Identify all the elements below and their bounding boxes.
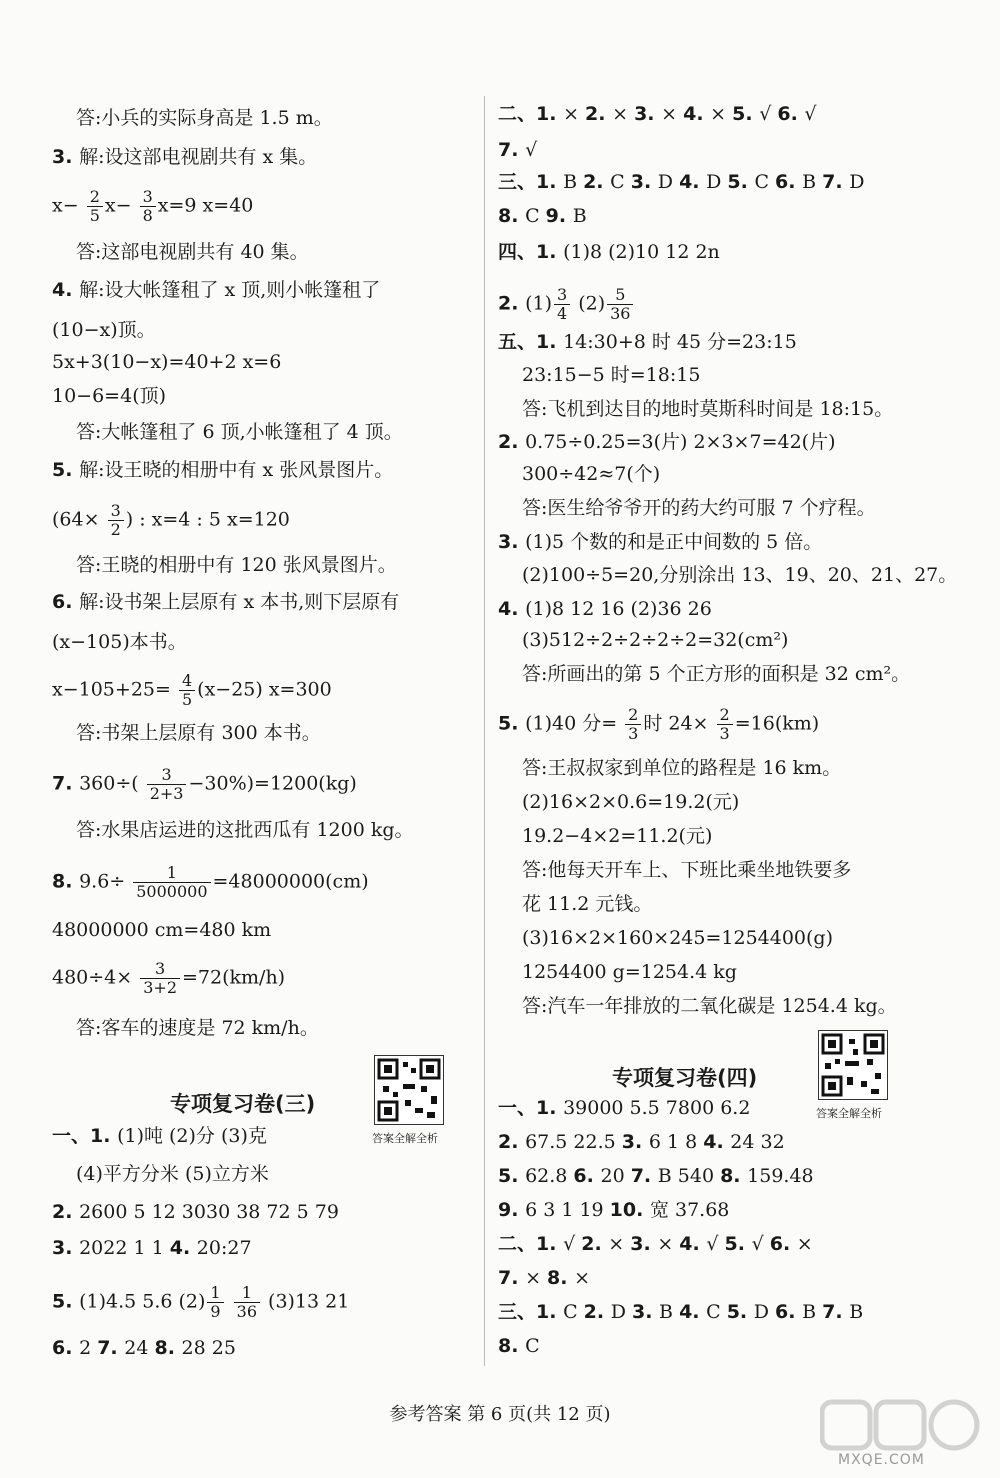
- item-number: 2.: [585, 103, 613, 125]
- answer-text: D: [657, 171, 680, 193]
- fraction-numerator: 2: [87, 188, 103, 207]
- item-number: 10.: [609, 1199, 650, 1221]
- item-number: 2.: [498, 1131, 526, 1153]
- answer-line: [52, 590, 399, 614]
- fraction-numerator: 3: [108, 502, 124, 521]
- item-number: 4.: [169, 1237, 197, 1259]
- item-number: 三、1.: [498, 171, 564, 193]
- item-number: 四、1.: [498, 241, 564, 263]
- item-number: 五、1.: [498, 331, 564, 353]
- item-number: 2.: [498, 292, 526, 315]
- answer-text: (10−x)顶。: [52, 319, 156, 341]
- answer-text: B: [659, 1301, 680, 1323]
- answer-text: 6 3 1 19: [525, 1199, 610, 1221]
- answer-line: [498, 138, 537, 162]
- answer-text: C: [563, 1301, 584, 1323]
- answer-text: 24 32: [730, 1131, 785, 1153]
- answer-line: [52, 1200, 339, 1224]
- answer-line: [52, 1284, 349, 1321]
- answer-text: B: [572, 205, 587, 227]
- answer-text: (x−25) x=300: [197, 678, 332, 701]
- fraction-numerator: 3: [140, 960, 180, 979]
- item-number: 5.: [498, 1165, 526, 1187]
- item-number: 6.: [777, 103, 805, 125]
- answer-line: [498, 706, 819, 743]
- answer-line: [522, 790, 739, 814]
- answer-line: [52, 766, 357, 803]
- answer-text: √: [525, 139, 538, 161]
- answer-text: C: [525, 1335, 540, 1357]
- fraction-numerator: 1: [133, 864, 210, 883]
- answer-text: B 540: [657, 1165, 721, 1187]
- answer-text: =16(km): [734, 712, 820, 735]
- answer-line: [52, 502, 290, 539]
- answer-text: 300÷42≈7(个): [522, 463, 661, 485]
- answer-text: ×: [608, 1233, 631, 1255]
- fraction-numerator: 3: [554, 286, 570, 305]
- answer-text: 花 11.2 元钱。: [522, 893, 653, 915]
- fraction-denominator: 2+3: [149, 784, 184, 803]
- answer-text: 1254400 g=1254.4 kg: [522, 961, 737, 983]
- answer-text: C: [706, 1301, 727, 1323]
- answer-line: [522, 563, 957, 587]
- answer-line: [52, 630, 187, 654]
- answer-line: [76, 420, 403, 444]
- item-number: 6.: [775, 171, 803, 193]
- answer-text: (3)13 21: [262, 1290, 350, 1313]
- item-number: 4.: [52, 279, 80, 301]
- answer-text: 答:小兵的实际身高是 1.5 m。: [76, 107, 333, 129]
- item-number: 2.: [583, 171, 611, 193]
- answer-text: 答:医生给爷爷开的药大约可服 7 个疗程。: [522, 497, 876, 519]
- answer-text: ×: [710, 103, 733, 125]
- fraction-numerator: 2: [625, 706, 641, 725]
- fraction-numerator: 3: [140, 188, 156, 207]
- answer-text: 答:客车的速度是 72 km/h。: [76, 1017, 319, 1039]
- answer-text: 48000000 cm=480 km: [52, 919, 272, 941]
- item-number: 5.: [724, 1233, 752, 1255]
- answer-text: 24: [124, 1337, 155, 1359]
- answer-text: 360÷(: [79, 772, 145, 795]
- item-number: 7.: [97, 1337, 125, 1359]
- answer-text: 答:大帐篷租了 6 顶,小帐篷租了 4 顶。: [76, 421, 403, 443]
- answer-text: 10−6=4(顶): [52, 385, 167, 407]
- fraction: [140, 188, 156, 225]
- fraction: [234, 1284, 260, 1321]
- answer-text: B: [563, 171, 584, 193]
- answer-text: (4)平方分米 (5)立方米: [76, 1163, 269, 1185]
- answer-text: 答:书架上层原有 300 本书。: [76, 722, 321, 744]
- answer-text: x−105+25=: [52, 678, 177, 701]
- answer-text: ×: [657, 1233, 680, 1255]
- fraction-denominator: 3: [628, 724, 639, 743]
- answer-text: (1)40 分=: [525, 712, 624, 735]
- answer-line: [522, 662, 910, 686]
- fraction: [87, 188, 103, 225]
- answer-text: (2): [572, 292, 606, 315]
- answer-text: 20:27: [196, 1237, 252, 1259]
- answer-text: (64×: [52, 508, 106, 531]
- qr-caption-3: 答案全解全析: [372, 1132, 438, 1145]
- item-number: 7.: [498, 139, 526, 161]
- answer-line: [498, 1334, 540, 1358]
- answer-text: 6 1 8: [648, 1131, 704, 1153]
- item-number: 7.: [822, 1301, 850, 1323]
- fraction: [147, 766, 187, 803]
- answer-line: [52, 1336, 236, 1360]
- answer-text: 答:王叔叔家到单位的路程是 16 km。: [522, 757, 842, 779]
- answer-line: [498, 430, 836, 454]
- qr-caption-4: 答案全解全析: [816, 1107, 882, 1120]
- answer-text: D: [753, 1301, 776, 1323]
- answer-text: (3)16×2×160×245=1254400(g): [522, 927, 833, 949]
- fraction-numerator: 1: [207, 1284, 223, 1303]
- fraction-denominator: 4: [556, 304, 568, 323]
- answer-text: (x−105)本书。: [52, 631, 187, 653]
- answer-line: [498, 530, 822, 554]
- answer-line: [522, 397, 893, 421]
- answer-line: [498, 1266, 590, 1290]
- answer-text: (1)5 个数的和是正中间数的 5 倍。: [525, 531, 823, 553]
- answer-line: [498, 1232, 813, 1256]
- item-number: 3.: [52, 146, 80, 168]
- fraction: [207, 1284, 223, 1321]
- answer-line: [498, 240, 720, 264]
- answer-text: x−: [52, 194, 85, 217]
- answer-text: 2600 5 12 3030 38 72 5 79: [79, 1201, 339, 1223]
- answer-line: [498, 286, 635, 323]
- fraction-denominator: 2: [110, 520, 121, 539]
- section-3-title: 专项复习卷(三): [170, 1092, 316, 1116]
- item-number: 4.: [498, 598, 526, 620]
- answer-line: [76, 721, 321, 745]
- answer-text: B: [849, 1301, 864, 1323]
- item-number: 3.: [621, 1131, 649, 1153]
- answer-text: 62.8: [525, 1165, 574, 1187]
- fraction-numerator: 4: [179, 672, 195, 691]
- answer-text: 39000 5.5 7800 6.2: [563, 1097, 751, 1119]
- answer-text: 时 24×: [643, 712, 715, 735]
- item-number: 5.: [726, 1301, 754, 1323]
- answer-text: 答:汽车一年排放的二氧化碳是 1254.4 kg。: [522, 995, 897, 1017]
- answer-line: [498, 204, 587, 228]
- answer-text: (1)4.5 5.6 (2): [79, 1290, 206, 1313]
- answer-text: 14:30+8 时 45 分=23:15: [563, 331, 797, 353]
- answer-line: [52, 1124, 267, 1148]
- answer-line: [76, 106, 333, 130]
- answer-line: [52, 458, 393, 482]
- item-number: 2.: [52, 1201, 80, 1223]
- answer-line: [52, 1236, 252, 1260]
- answer-text: 答:他每天开车上、下班比乘坐地铁要多: [522, 859, 852, 881]
- answer-text: 解:设书架上层原有 x 本书,则下层原有: [79, 591, 400, 613]
- answer-line: [76, 1016, 319, 1040]
- item-number: 6.: [52, 1337, 80, 1359]
- item-number: 一、1.: [498, 1097, 564, 1119]
- item-number: 2.: [581, 1233, 609, 1255]
- answer-text: x=9 x=40: [157, 194, 254, 217]
- item-number: 7.: [52, 772, 80, 795]
- fraction: [108, 502, 124, 539]
- answer-line: [52, 350, 281, 374]
- answer-text: 解:设王晓的相册中有 x 张风景图片。: [79, 459, 394, 481]
- answer-text: ×: [574, 1267, 591, 1289]
- answer-line: [498, 1198, 729, 1222]
- answer-text: (1): [525, 292, 552, 315]
- item-number: 5.: [498, 712, 526, 735]
- answer-text: C: [754, 171, 776, 193]
- answer-text: 答:这部电视剧共有 40 集。: [76, 241, 309, 263]
- answer-text: =72(km/h): [182, 966, 286, 989]
- item-number: 二、1.: [498, 1233, 564, 1255]
- answer-text: √: [751, 1233, 770, 1255]
- answer-line: [52, 278, 380, 302]
- answer-text: √: [759, 103, 778, 125]
- item-number: 一、1.: [52, 1125, 118, 1147]
- answer-text: ×: [563, 103, 586, 125]
- answer-text: B: [802, 171, 823, 193]
- answer-text: 28 25: [181, 1337, 236, 1359]
- answer-line: [498, 1300, 863, 1324]
- answer-text: D: [706, 171, 728, 193]
- fraction-numerator: 2: [717, 706, 733, 725]
- answer-line: [522, 496, 876, 520]
- answer-text: 答:所画出的第 5 个正方形的面积是 32 cm²。: [522, 663, 911, 685]
- item-number: 3.: [631, 1301, 660, 1323]
- item-number: 9.: [545, 205, 573, 227]
- fraction: [179, 672, 195, 709]
- item-number: 8.: [720, 1165, 748, 1187]
- answer-text: C: [525, 205, 546, 227]
- item-number: 6.: [52, 591, 80, 613]
- answer-line: [76, 240, 309, 264]
- answer-text: √: [706, 1233, 725, 1255]
- fraction-numerator: 5: [607, 286, 633, 305]
- fraction-denominator: 36: [610, 304, 631, 323]
- answer-text: ×: [612, 103, 635, 125]
- item-number: 5.: [52, 1290, 80, 1313]
- answer-text: 23:15−5 时=18:15: [522, 364, 701, 386]
- fraction: [625, 706, 641, 743]
- answer-text: (1)8 12 16 (2)36 26: [525, 598, 712, 620]
- answer-text: √: [563, 1233, 582, 1255]
- item-number: 8.: [498, 1335, 526, 1357]
- item-number: 3.: [634, 103, 662, 125]
- fraction: [717, 706, 733, 743]
- answer-text: √: [804, 103, 817, 125]
- fraction-denominator: 3: [719, 724, 730, 743]
- answer-line: [52, 318, 156, 342]
- answer-text: 480÷4×: [52, 966, 139, 989]
- answer-text: 0.75÷0.25=3(片) 2×3×7=42(片): [525, 431, 836, 453]
- item-number: 2.: [498, 431, 526, 453]
- answer-text: 19.2−4×2=11.2(元): [522, 825, 713, 847]
- answer-line: [498, 170, 864, 194]
- answer-line: [522, 926, 833, 950]
- section-4-title: 专项复习卷(四): [612, 1066, 758, 1090]
- item-number: 8.: [154, 1337, 182, 1359]
- answer-text: 宽 37.68: [649, 1199, 730, 1221]
- answer-text: x−: [104, 194, 138, 217]
- item-number: 4.: [703, 1131, 731, 1153]
- fraction-numerator: 3: [147, 766, 187, 785]
- fraction-denominator: 5: [181, 690, 193, 709]
- fraction: [607, 286, 633, 323]
- answer-line: [522, 462, 660, 486]
- answer-text: 答:王晓的相册中有 120 张风景图片。: [76, 554, 397, 576]
- answer-text: D: [849, 171, 865, 193]
- answer-text: 2: [79, 1337, 98, 1359]
- item-number: 3.: [498, 531, 526, 553]
- answer-text: 5x+3(10−x)=40+2 x=6: [52, 351, 282, 373]
- answer-line: [498, 597, 712, 621]
- fraction-numerator: 1: [234, 1284, 260, 1303]
- answer-line: [498, 1096, 750, 1120]
- fraction-denominator: 3+2: [143, 978, 177, 997]
- answer-text: 2022 1 1: [79, 1237, 170, 1259]
- answer-text: 解:设这部电视剧共有 x 集。: [79, 146, 318, 168]
- fraction-denominator: 36: [236, 1302, 257, 1321]
- item-number: 2.: [583, 1301, 611, 1323]
- answer-text: 20: [600, 1165, 631, 1187]
- item-number: 9.: [498, 1199, 526, 1221]
- answer-text: (1)吨 (2)分 (3)克: [117, 1125, 267, 1147]
- answer-text: ×: [525, 1267, 548, 1289]
- fraction: [133, 864, 210, 901]
- answer-text: D: [610, 1301, 632, 1323]
- item-number: 4.: [679, 1301, 707, 1323]
- answer-text: (3)512÷2÷2÷2÷2=32(cm²): [522, 629, 789, 651]
- answer-line: [52, 188, 253, 225]
- answer-text: C: [610, 171, 631, 193]
- answer-text: ×: [796, 1233, 813, 1255]
- item-number: 5.: [727, 171, 755, 193]
- answer-line: [522, 960, 737, 984]
- answer-line: [522, 824, 712, 848]
- answer-line: [52, 918, 271, 942]
- answer-line: [522, 994, 897, 1018]
- answer-line: [52, 384, 166, 408]
- answer-text: 67.5 22.5: [525, 1131, 622, 1153]
- fraction-denominator: 8: [142, 206, 153, 225]
- fraction-denominator: 5000000: [136, 882, 208, 901]
- item-number: 5.: [732, 103, 760, 125]
- item-number: 6.: [769, 1233, 797, 1255]
- answer-line: [498, 1130, 785, 1154]
- item-number: 7.: [498, 1267, 526, 1289]
- answer-line: [52, 864, 369, 901]
- qr-code-icon: [818, 1030, 888, 1100]
- answer-text: ) : x=4 : 5 x=120: [125, 508, 290, 531]
- answer-text: (2)100÷5=20,分别涂出 13、19、20、21、27。: [522, 564, 958, 586]
- fraction: [140, 960, 180, 997]
- item-number: 3.: [630, 171, 658, 193]
- answer-text: ×: [661, 103, 684, 125]
- answer-text: (1)8 (2)10 12 2n: [563, 241, 720, 263]
- item-number: 6.: [775, 1301, 803, 1323]
- answer-text: [226, 1291, 232, 1313]
- page-footer: 参考答案 第 6 页(共 12 页): [389, 1404, 611, 1425]
- answer-line: [52, 672, 332, 709]
- answer-text: 159.48: [747, 1165, 814, 1187]
- answer-line: [498, 330, 797, 354]
- item-number: 4.: [679, 171, 707, 193]
- item-number: 5.: [52, 459, 80, 481]
- item-number: 8.: [52, 870, 80, 893]
- item-number: 7.: [822, 171, 850, 193]
- item-number: 二、1.: [498, 103, 564, 125]
- answer-line: [522, 363, 700, 387]
- item-number: 4.: [683, 103, 711, 125]
- answer-line: [76, 818, 414, 842]
- fraction-denominator: 5: [89, 206, 100, 225]
- qr-code-icon: [374, 1055, 444, 1125]
- answer-text: 解:设大帐篷租了 x 顶,则小帐篷租了: [79, 279, 381, 301]
- answer-text: 答:飞机到达目的地时莫斯科时间是 18:15。: [522, 398, 894, 420]
- item-number: 6.: [573, 1165, 601, 1187]
- answer-line: [522, 756, 841, 780]
- answer-text: =48000000(cm): [212, 870, 369, 893]
- answer-line: [52, 145, 317, 169]
- answer-line: [522, 858, 851, 882]
- answer-line: [52, 960, 285, 997]
- answer-line: [522, 892, 652, 916]
- item-number: 3.: [52, 1237, 80, 1259]
- item-number: 8.: [498, 205, 526, 227]
- answer-line: [76, 1162, 269, 1186]
- watermark-url: MXQE.COM: [838, 1452, 925, 1468]
- answer-text: 9.6÷: [79, 870, 132, 893]
- answer-line: [522, 628, 788, 652]
- item-number: 8.: [547, 1267, 575, 1289]
- item-number: 4.: [679, 1233, 707, 1255]
- answer-text: (2)16×2×0.6=19.2(元): [522, 791, 740, 813]
- fraction-denominator: 9: [210, 1302, 221, 1321]
- answer-line: [498, 1164, 814, 1188]
- answer-line: [498, 102, 817, 126]
- column-divider: [484, 96, 485, 1366]
- item-number: 7.: [630, 1165, 658, 1187]
- answer-text: 答:水果店运进的这批西瓜有 1200 kg。: [76, 819, 414, 841]
- item-number: 三、1.: [498, 1301, 564, 1323]
- answer-text: −30%)=1200(kg): [188, 772, 357, 795]
- answer-line: [76, 553, 397, 577]
- answer-text: B: [802, 1301, 823, 1323]
- fraction: [554, 286, 570, 323]
- item-number: 3.: [630, 1233, 658, 1255]
